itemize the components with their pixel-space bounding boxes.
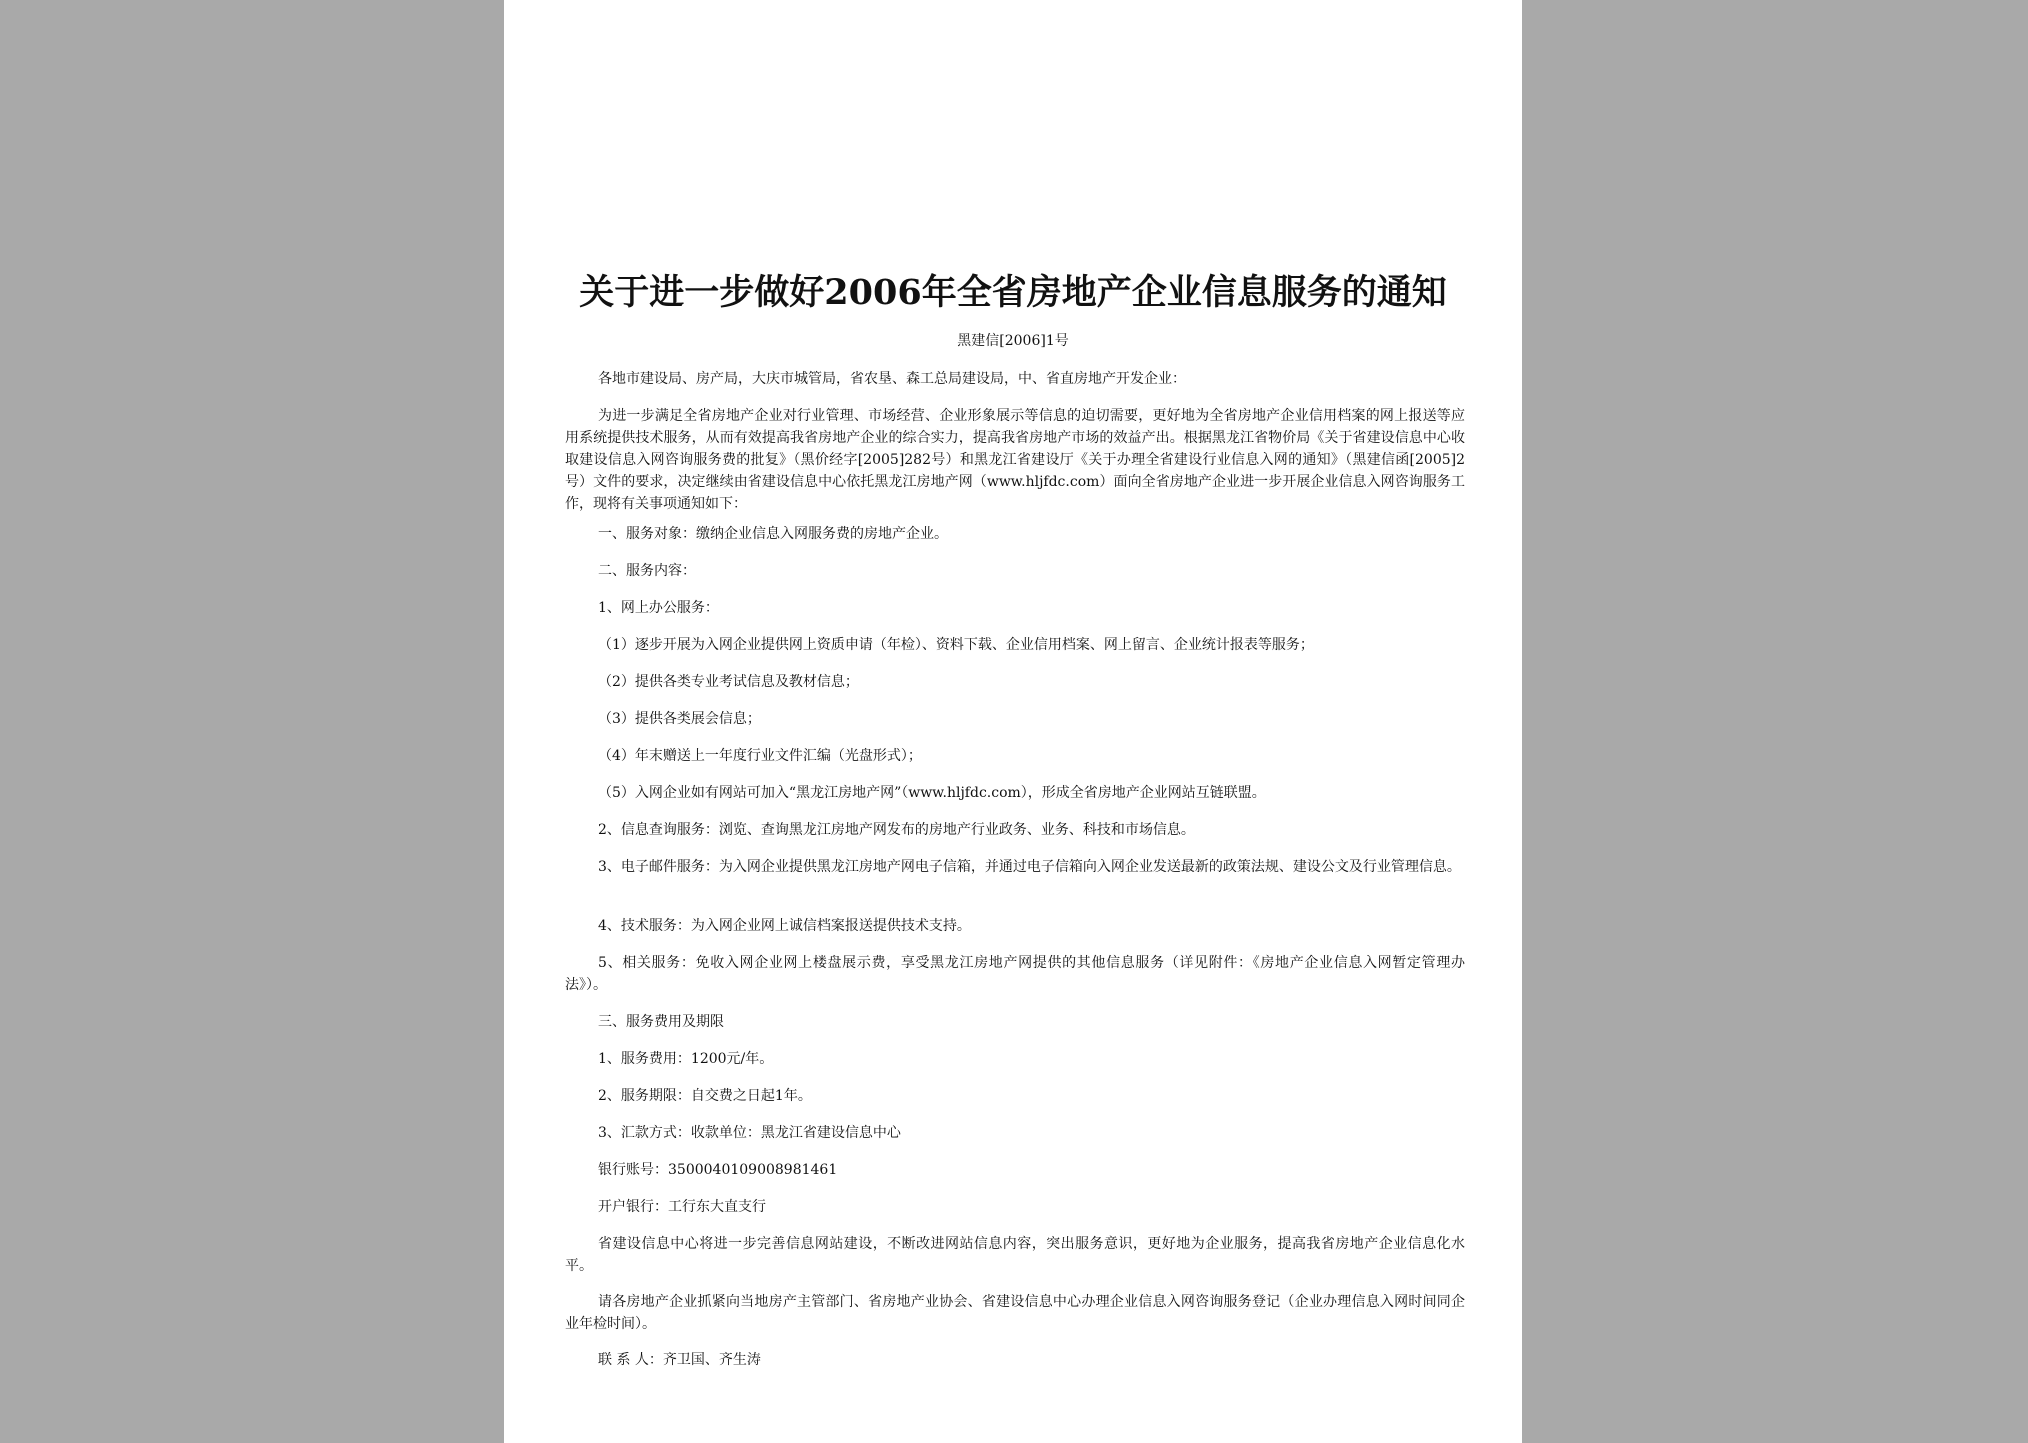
item-info-query: 2、信息查询服务：浏览、查询黑龙江房地产网发布的房地产行业政务、业务、科技和市场信息。 [598,822,1195,838]
section-fees: 三、服务费用及期限 [598,1014,724,1030]
subitem-3: （3）提供各类展会信息； [598,711,761,727]
subitem-4: （4）年末赠送上一年度行业文件汇编（光盘形式）； [598,748,922,764]
section-service-target: 一、服务对象：缴纳企业信息入网服务费的房地产企业。 [598,526,948,542]
registration-paragraph: 请各房地产企业抓紧向当地房产主管部门、省房地产业协会、省建设信息中心办理企业信息入网咨询服务登记（企业办理信息入网时间同企业年检时间）。 [565,1294,1465,1332]
contact-person: 联 系 人：齐卫国、齐生涛 [598,1352,761,1368]
fee-amount: 1、服务费用：1200元/年。 [598,1051,774,1067]
payment-method: 3、汇款方式：收款单位：黑龙江省建设信息中心 [598,1125,901,1141]
fee-period: 2、服务期限：自交费之日起1年。 [598,1088,812,1104]
document-number: 黑建信[2006]1号 [957,333,1069,349]
intro-paragraph: 为进一步满足全省房地产企业对行业管理、市场经营、企业形象展示等信息的迫切需要，更好地为全省房地产企业信用档案的网上报送等应用系统提供技术服务，从而有效提高我省房地产企业的综合实力，提高我省房地产市场的效益产出。根据黑龙江省物价局《关于省建设信息中心收取建设信息入网咨询服务费的批复》（黑价经字[2005]282号）和黑龙江省建设厅《关于办理全省建设行业信息入网的通知》（黑建信函[2005]2号）文件的要求，决定继续由省建设信息中心依托黑龙江房地产网（www.hljfdc.com）面向全省房地产企业进一步开展企业信息入网咨询服务工作，现将有关事项通知如下： [565,408,1465,512]
section-service-content: 二、服务内容： [598,563,696,579]
document-title: 关于进一步做好2006年全省房地产企业信息服务的通知 [579,272,1447,313]
subitem-5: （5）入网企业如有网站可加入“黑龙江房地产网”（www.hljfdc.com），形成全省房地产企业网站互链联盟。 [598,785,1266,801]
closing-paragraph: 省建设信息中心将进一步完善信息网站建设，不断改进网站信息内容，突出服务意识，更好地为企业服务，提高我省房地产企业信息化水平。 [565,1236,1465,1274]
addressee-line: 各地市建设局、房产局，大庆市城管局，省农垦、森工总局建设局，中、省直房地产开发企业： [598,371,1186,387]
item-related-service: 5、相关服务：免收入网企业网上楼盘展示费，享受黑龙江房地产网提供的其他信息服务（详见附件：《房地产企业信息入网暂定管理办法》）。 [565,955,1465,993]
subitem-1: （1）逐步开展为入网企业提供网上资质申请（年检）、资料下载、企业信用档案、网上留言、企业统计报表等服务； [598,637,1314,653]
subitem-2: （2）提供各类专业考试信息及教材信息； [598,674,859,690]
item-email-service: 3、电子邮件服务：为入网企业提供黑龙江房地产网电子信箱，并通过电子信箱向入网企业发送最新的政策法规、建设公文及行业管理信息。 [598,859,1461,875]
item-online-office: 1、网上办公服务： [598,600,719,616]
bank-account: 银行账号：3500040109008981461 [598,1162,838,1178]
document-page [504,0,1522,1443]
item-tech-service: 4、技术服务：为入网企业网上诚信档案报送提供技术支持。 [598,918,971,934]
bank-name: 开户银行：工行东大直支行 [598,1199,766,1215]
